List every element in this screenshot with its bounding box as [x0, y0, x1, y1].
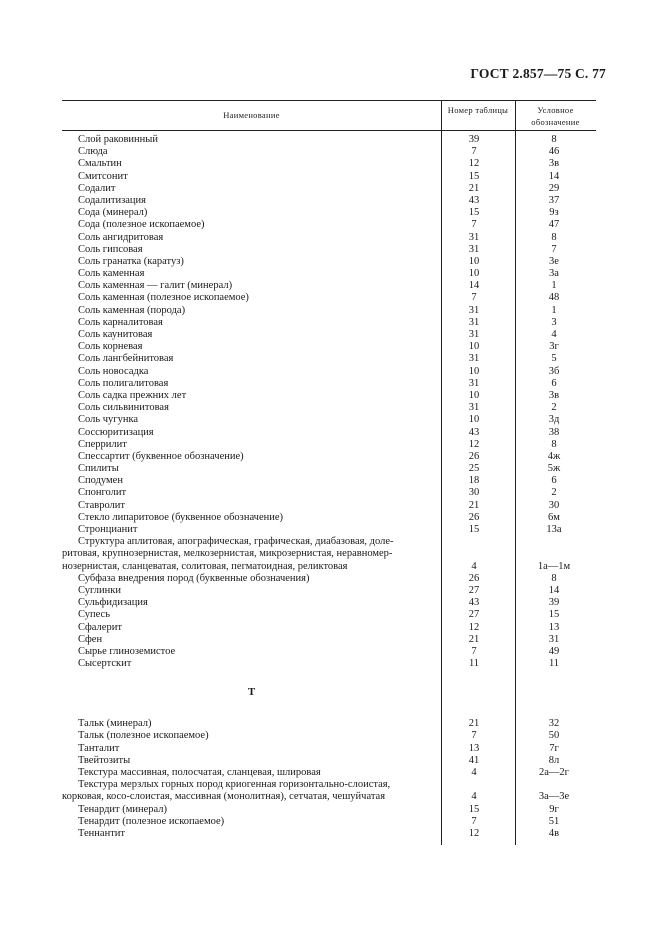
row-symbol: 9з	[549, 207, 559, 219]
table-row	[62, 329, 596, 341]
row-symbol: 8	[551, 134, 557, 145]
row-symbol: 38	[548, 426, 560, 438]
table-row	[62, 183, 596, 195]
table-row	[62, 244, 596, 256]
row-name: Танталит	[78, 742, 120, 754]
row-name: Смальтин	[78, 158, 122, 170]
row-symbol: 47	[548, 219, 560, 231]
row-name: Суглинки	[78, 584, 121, 596]
row-name: Текстура мерзлых горных пород криогенная горизонтально-слоистая, корковая, косо-слоистая, массивная (монолитная), сетчатая, чешуйчатая	[62, 779, 391, 803]
row-name: Соль гранатка (каратуз)	[78, 255, 184, 267]
row-number: 7	[471, 730, 477, 742]
table-row	[62, 512, 596, 524]
row-name: Слюда	[78, 146, 108, 158]
table-row	[62, 366, 596, 378]
row-symbol: 13а	[546, 524, 562, 535]
table-row	[62, 414, 596, 426]
row-symbol: 39	[548, 597, 560, 609]
row-name: Ставролит	[78, 499, 126, 511]
table-row	[62, 500, 596, 512]
row-number: 26	[468, 511, 480, 523]
row-name: Соль корневая	[78, 341, 143, 353]
table-row	[62, 134, 596, 146]
row-symbol: 7г	[549, 742, 559, 754]
row-symbol: 14	[548, 170, 560, 182]
table-row	[62, 353, 596, 365]
row-name: Сподумен	[78, 475, 123, 487]
row-number: 31	[468, 231, 480, 243]
row-symbol: 8	[551, 572, 557, 584]
row-name: Соль сильвинитовая	[78, 402, 169, 414]
row-number: 31	[468, 402, 480, 414]
row-name: Сульфидизация	[78, 597, 148, 609]
row-name: Сырье глиноземистое	[78, 645, 176, 657]
row-number: 10	[468, 255, 480, 267]
row-symbol: 50	[548, 730, 560, 742]
row-number: 41	[468, 754, 480, 766]
row-number: 21	[468, 633, 480, 645]
table-row	[62, 378, 596, 390]
row-number: 26	[468, 450, 480, 462]
row-symbol: 6	[551, 475, 557, 487]
row-name: Соль садка прежних лет	[78, 389, 187, 401]
row-symbol: 5ж	[547, 463, 561, 475]
table-row	[62, 597, 596, 609]
row-number: 10	[468, 389, 480, 401]
table-row	[62, 634, 596, 646]
row-symbol: 8л	[548, 754, 560, 766]
row-name: Сфалерит	[78, 621, 122, 633]
row-number: 21	[468, 718, 480, 730]
table-row	[62, 317, 596, 329]
table-row	[62, 524, 596, 536]
table-row	[62, 268, 596, 280]
row-number: 27	[468, 584, 480, 596]
row-name: Спонголит	[78, 487, 127, 499]
table-row	[62, 451, 596, 463]
row-number: 21	[468, 182, 480, 194]
row-number: 4	[471, 791, 477, 803]
table-row	[62, 427, 596, 439]
table-body	[62, 134, 596, 840]
row-symbol: 4ж	[547, 450, 561, 462]
row-symbol: 3а	[549, 268, 559, 280]
table-row	[62, 609, 596, 621]
row-number: 7	[471, 645, 477, 657]
row-number: 31	[468, 243, 480, 255]
table-row	[62, 305, 596, 317]
table-row	[62, 573, 596, 585]
row-symbol: 6	[551, 377, 557, 389]
row-number: 13	[468, 742, 480, 754]
table-row	[62, 755, 596, 767]
row-number: 21	[468, 499, 480, 511]
table-row	[62, 195, 596, 207]
table-row	[62, 171, 596, 183]
row-symbol: 3в	[548, 389, 560, 401]
table-row	[62, 767, 596, 779]
row-name: Тенардит (полезное ископаемое)	[78, 815, 225, 827]
row-number: 18	[468, 475, 480, 487]
row-name: Тенардит (минерал)	[78, 803, 168, 815]
row-number: 27	[468, 609, 480, 621]
row-symbol: 2	[551, 487, 557, 499]
index-table	[62, 100, 596, 845]
table-row	[62, 487, 596, 499]
row-number: 31	[468, 353, 480, 365]
table-row	[62, 816, 596, 828]
row-number: 7	[471, 815, 477, 827]
row-symbol: 32	[548, 718, 560, 730]
row-name: Спилиты	[78, 463, 119, 475]
table-row	[62, 536, 596, 573]
row-name: Соль лангбейнитовая	[78, 353, 174, 365]
row-number: 43	[468, 597, 480, 609]
row-number: 12	[468, 827, 480, 839]
row-name: Соссюритизация	[78, 426, 154, 438]
table-row	[62, 475, 596, 487]
row-symbol: 37	[548, 194, 560, 206]
row-number: 15	[468, 170, 480, 182]
row-number: 10	[468, 414, 480, 426]
section-letter: Т	[247, 686, 256, 699]
table-row	[62, 804, 596, 816]
table-row	[62, 219, 596, 231]
row-symbol: 48	[548, 292, 560, 304]
row-number: 10	[468, 268, 480, 280]
row-number: 31	[468, 316, 480, 328]
row-number: 15	[468, 803, 480, 815]
table-row	[62, 158, 596, 170]
column-header-number: Номер таблицы	[447, 105, 509, 115]
row-number: 31	[468, 304, 480, 316]
row-name: Стекло липаритовое (буквенное обозначение)	[78, 511, 284, 523]
row-symbol: 3в	[548, 158, 560, 170]
row-number: 12	[468, 621, 480, 633]
row-number: 26	[468, 572, 480, 584]
row-number: 4	[471, 767, 477, 779]
row-number: 7	[471, 219, 477, 231]
row-symbol: 9г	[549, 803, 559, 815]
row-name: Содалитизация	[78, 194, 146, 206]
row-number: 7	[471, 292, 477, 304]
row-number: 31	[468, 377, 480, 389]
row-name: Соль новосадка	[78, 365, 149, 377]
row-symbol: 46	[548, 146, 560, 158]
table-row	[62, 232, 596, 244]
row-symbol: 11	[548, 658, 560, 670]
row-number: 10	[468, 341, 480, 353]
row-name: Твейтозиты	[78, 754, 131, 766]
row-name: Спессартит (буквенное обозначение)	[78, 450, 244, 462]
row-symbol: 3е	[549, 255, 559, 267]
row-number: 12	[468, 438, 480, 450]
row-symbol: 3	[551, 316, 557, 328]
row-name: Соль карналитовая	[78, 316, 163, 328]
row-symbol: 8	[551, 231, 557, 243]
row-name: Сперрилит	[78, 438, 127, 450]
table-row	[62, 622, 596, 634]
row-symbol: 3д	[548, 414, 560, 426]
row-name: Соль полигалитовая	[78, 377, 169, 389]
row-symbol: 4в	[548, 827, 560, 839]
row-name: Соль каменная (порода)	[78, 304, 186, 316]
table-row	[62, 341, 596, 353]
row-number: 11	[468, 658, 480, 670]
table-row	[62, 730, 596, 742]
row-symbol: 1	[551, 280, 557, 292]
row-symbol: 30	[548, 499, 560, 511]
row-name: Смитсонит	[78, 170, 128, 182]
row-name: Структура аплитовая, апографическая, графическая, диабазовая, доле- ритовая, крупнозернистая, мелкозернистая, микрозернистая, неравномер- нозернистая, сланцеватая, солитовая, пегматоидная, реликтовая	[62, 536, 394, 572]
row-name: Соль каменная	[78, 268, 145, 280]
row-symbol: 15	[548, 609, 560, 621]
row-name: Соль гипсовая	[78, 243, 143, 255]
row-name: Сфен	[78, 633, 103, 645]
row-symbol: 2	[551, 402, 557, 414]
row-symbol: 7	[551, 243, 557, 255]
row-symbol: 5	[551, 353, 557, 365]
row-number: 10	[468, 365, 480, 377]
row-name: Сода (минерал)	[78, 207, 148, 219]
row-name: Тальк (полезное ископаемое)	[78, 730, 209, 742]
table-row	[62, 779, 596, 803]
row-number: 7	[471, 146, 477, 158]
row-name: Сода (полезное ископаемое)	[78, 219, 205, 231]
row-symbol: 31	[548, 633, 560, 645]
row-number: 15	[468, 524, 480, 535]
table-row	[62, 207, 596, 219]
row-number: 12	[468, 158, 480, 170]
table-row	[62, 280, 596, 292]
table-row	[62, 828, 596, 840]
row-symbol: 6м	[548, 511, 560, 523]
row-number: 30	[468, 487, 480, 499]
row-symbol: 1а—1м	[537, 560, 571, 572]
row-name: Сысертскит	[78, 658, 132, 670]
table-row	[62, 439, 596, 451]
row-symbol: 3а—3е	[538, 791, 570, 803]
row-name: Теннантит	[78, 827, 125, 839]
row-symbol: 49	[548, 645, 560, 657]
table-row	[62, 585, 596, 597]
table-row	[62, 743, 596, 755]
row-name: Супесь	[78, 609, 110, 621]
table-row	[62, 658, 596, 670]
row-symbol: 1	[551, 304, 557, 316]
row-name: Тальк (минерал)	[78, 718, 152, 730]
row-name: Соль каменная — галит (минерал)	[78, 280, 233, 292]
row-number: 43	[468, 194, 480, 206]
row-symbol: 51	[548, 815, 560, 827]
row-name: Соль ангидритовая	[78, 231, 164, 243]
row-number: 31	[468, 329, 480, 340]
row-number: 25	[468, 463, 480, 475]
column-header-name: Наименование	[223, 110, 280, 120]
row-number: 39	[468, 134, 480, 145]
row-symbol: 2а—2г	[539, 767, 569, 779]
row-name: Слой раковинный	[78, 134, 158, 145]
table-row	[62, 463, 596, 475]
row-number: 4	[471, 560, 477, 572]
page-header: ГОСТ 2.857—75 С. 77	[470, 66, 606, 81]
row-name: Субфаза внедрения пород (буквенные обозначения)	[78, 572, 310, 584]
table-row	[62, 390, 596, 402]
row-symbol: 29	[548, 182, 560, 194]
row-number: 15	[468, 207, 480, 219]
table-row	[62, 402, 596, 414]
row-symbol: 3б	[548, 365, 560, 377]
row-name: Соль чугунка	[78, 414, 139, 426]
table-row	[62, 256, 596, 268]
table-row	[62, 646, 596, 658]
row-number: 14	[468, 280, 480, 292]
column-header-symbol: Условное обозначение	[531, 105, 580, 127]
row-name: Соль каменная (полезное ископаемое)	[78, 292, 249, 304]
row-symbol: 8	[551, 438, 557, 450]
row-name: Стронцианит	[78, 524, 138, 535]
table-row	[62, 146, 596, 158]
row-name: Текстура массивная, полосчатая, сланцевая, шлировая	[78, 767, 321, 779]
row-number: 43	[468, 426, 480, 438]
row-name: Содалит	[78, 182, 116, 194]
table-row	[62, 718, 596, 730]
row-symbol: 3г	[549, 341, 559, 353]
row-name: Соль каунитовая	[78, 329, 153, 340]
row-symbol: 13	[548, 621, 560, 633]
row-symbol: 4	[551, 329, 557, 340]
row-symbol: 14	[548, 584, 560, 596]
table-row	[62, 292, 596, 304]
